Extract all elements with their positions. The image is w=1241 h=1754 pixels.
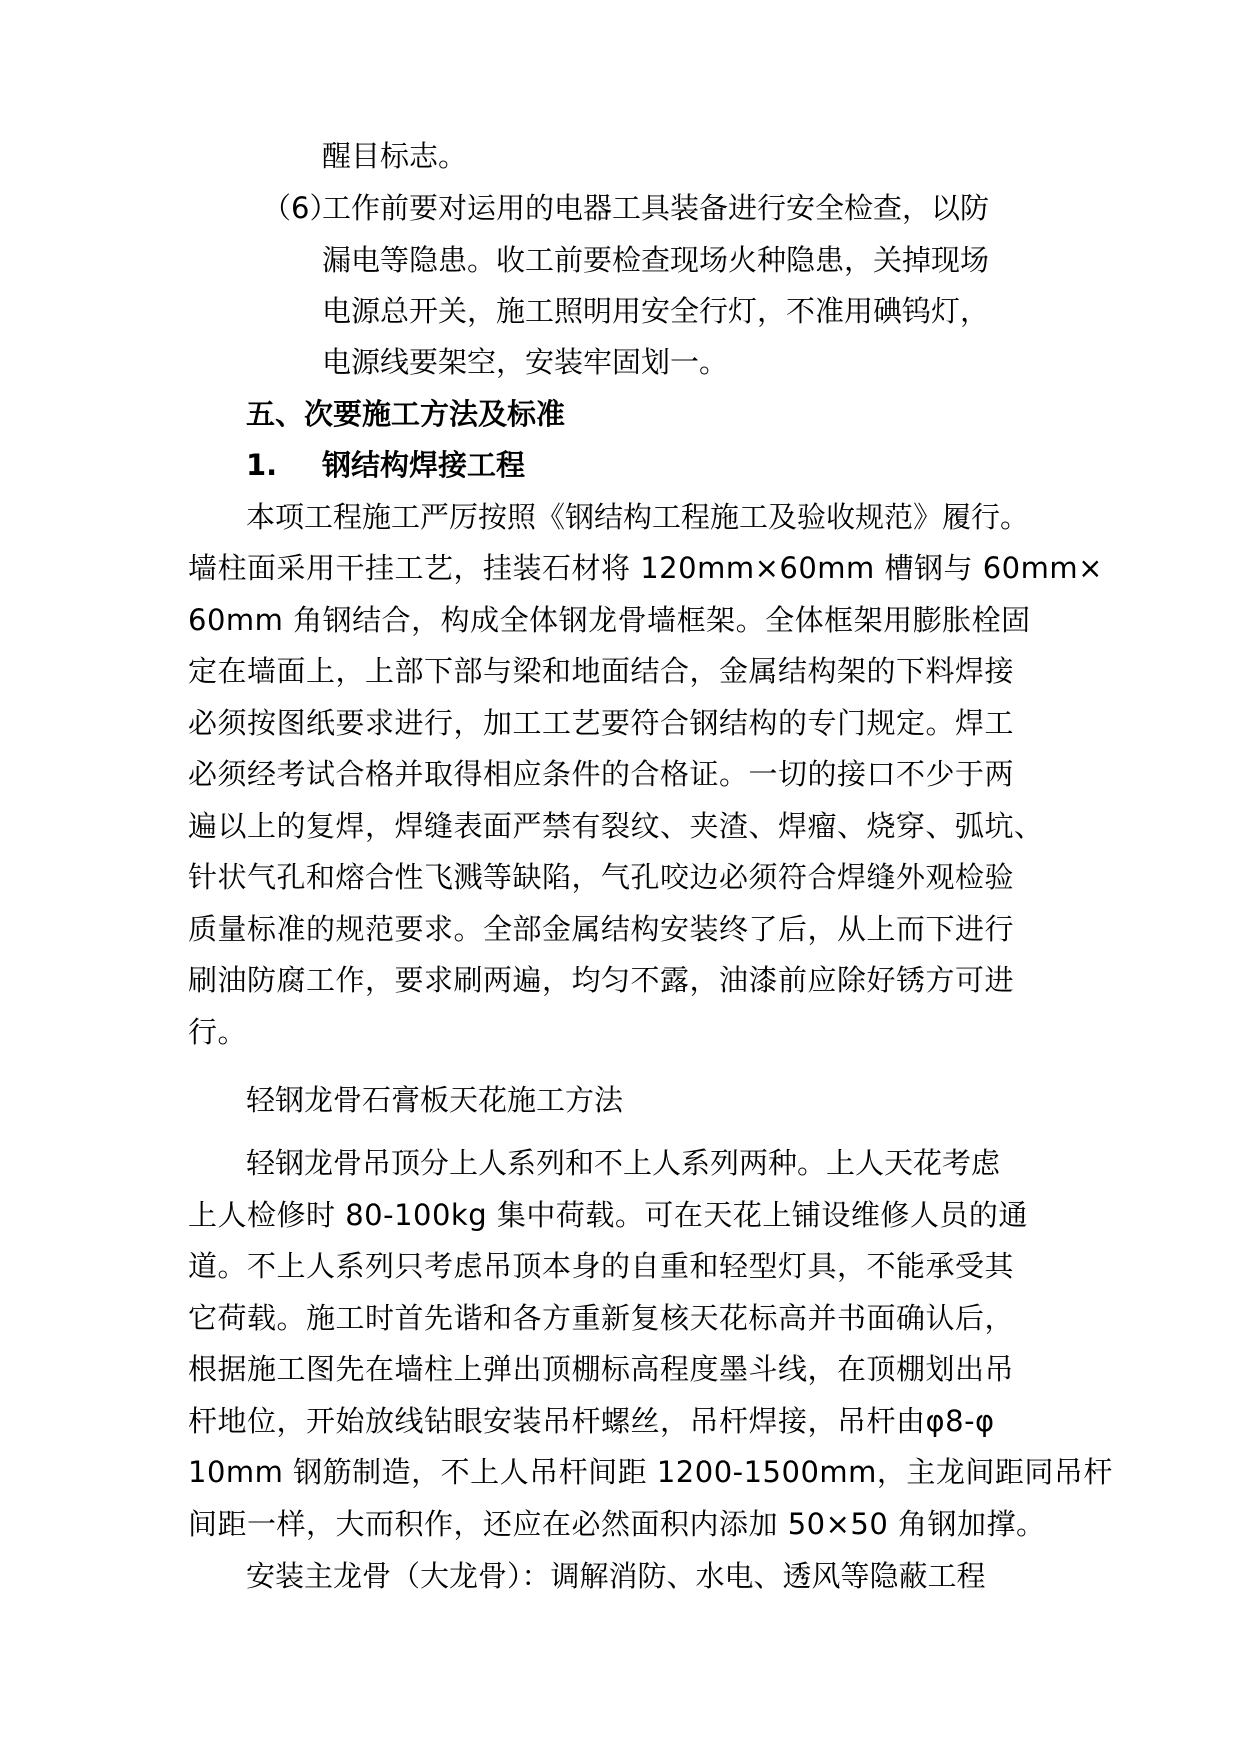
paragraph-line: 必须经考试合格并取得相应条件的合格证。一切的接口不少于两 xyxy=(188,757,1015,791)
paragraph-line: 上人检修时 80-100kg 集中荷载。可在天花上铺设维修人员的通 xyxy=(188,1198,1028,1232)
paragraph-line: 它荷载。施工时首先谐和各方重新复核天花标高并书面确认后， xyxy=(188,1301,1015,1335)
item6-line: 电源总开关，施工照明用安全行灯，不准用碘钨灯， xyxy=(322,294,990,328)
paragraph-line: 遍以上的复焊，焊缝表面严禁有裂纹、夹渣、焊瘤、烧穿、弧坑、 xyxy=(188,809,1044,843)
paragraph-title: 轻钢龙骨石膏板天花施工方法 xyxy=(246,1083,624,1117)
paragraph-line: 定在墙面上，上部下部与梁和地面结合，金属结构架的下料焊接 xyxy=(188,654,1015,688)
item6-line: 工作前要对运用的电器工具装备进行安全检查，以防 xyxy=(322,191,990,225)
paragraph-line: 轻钢龙骨吊顶分上人系列和不上人系列两种。上人天花考虑 xyxy=(246,1146,1001,1180)
paragraph-line: 墙柱面采用干挂工艺，挂装石材将 120mm×60mm 槽钢与 60mm× xyxy=(188,551,1103,585)
item6-number: （6） xyxy=(262,191,339,225)
item6-line: 漏电等隐患。收工前要检查现场火种隐患，关掉现场 xyxy=(322,243,990,277)
paragraph-line: 10mm 钢筋制造，不上人吊杆间距 1200-1500mm，主龙间距同吊杆 xyxy=(188,1455,1113,1489)
paragraph-line: 质量标准的规范要求。全部金属结构安装终了后，从上而下进行 xyxy=(188,912,1015,946)
section-heading: 五、次要施工方法及标准 xyxy=(246,397,566,431)
paragraph-line: 根据施工图先在墙柱上弹出顶棚标高程度墨斗线，在顶棚划出吊 xyxy=(188,1352,1015,1386)
paragraph-line: 安装主龙骨（大龙骨）：调解消防、水电、透风等隐蔽工程 xyxy=(246,1559,986,1593)
item5-continuation: 醒目标志。 xyxy=(322,139,468,173)
subsection-title: 钢结构焊接工程 xyxy=(322,448,526,482)
subsection-number: 1. xyxy=(246,448,278,482)
paragraph-line: 针状气孔和熔合性飞溅等缺陷，气孔咬边必须符合焊缝外观检验 xyxy=(188,860,1015,894)
paragraph-line: 本项工程施工严厉按照《钢结构工程施工及验收规范》履行。 xyxy=(246,500,1030,534)
paragraph-line: 60mm 角钢结合，构成全体钢龙骨墙框架。全体框架用膨胀栓固 xyxy=(188,603,1031,637)
paragraph-line: 行。 xyxy=(188,1015,248,1049)
paragraph-line: 间距一样，大而积作，还应在必然面积内添加 50×50 角钢加撑。 xyxy=(188,1507,1046,1541)
paragraph-line: 刷油防腐工作，要求刷两遍，均匀不露，油漆前应除好锈方可进 xyxy=(188,963,1015,997)
paragraph-line: 杆地位，开始放线钻眼安装吊杆螺丝，吊杆焊接，吊杆由φ8-φ xyxy=(188,1404,995,1438)
item6-line: 电源线要架空，安装牢固划一。 xyxy=(322,345,729,379)
paragraph-line: 必须按图纸要求进行，加工工艺要符合钢结构的专门规定。焊工 xyxy=(188,706,1015,740)
paragraph-line: 道。不上人系列只考虑吊顶本身的自重和轻型灯具，不能承受其 xyxy=(188,1249,1015,1283)
